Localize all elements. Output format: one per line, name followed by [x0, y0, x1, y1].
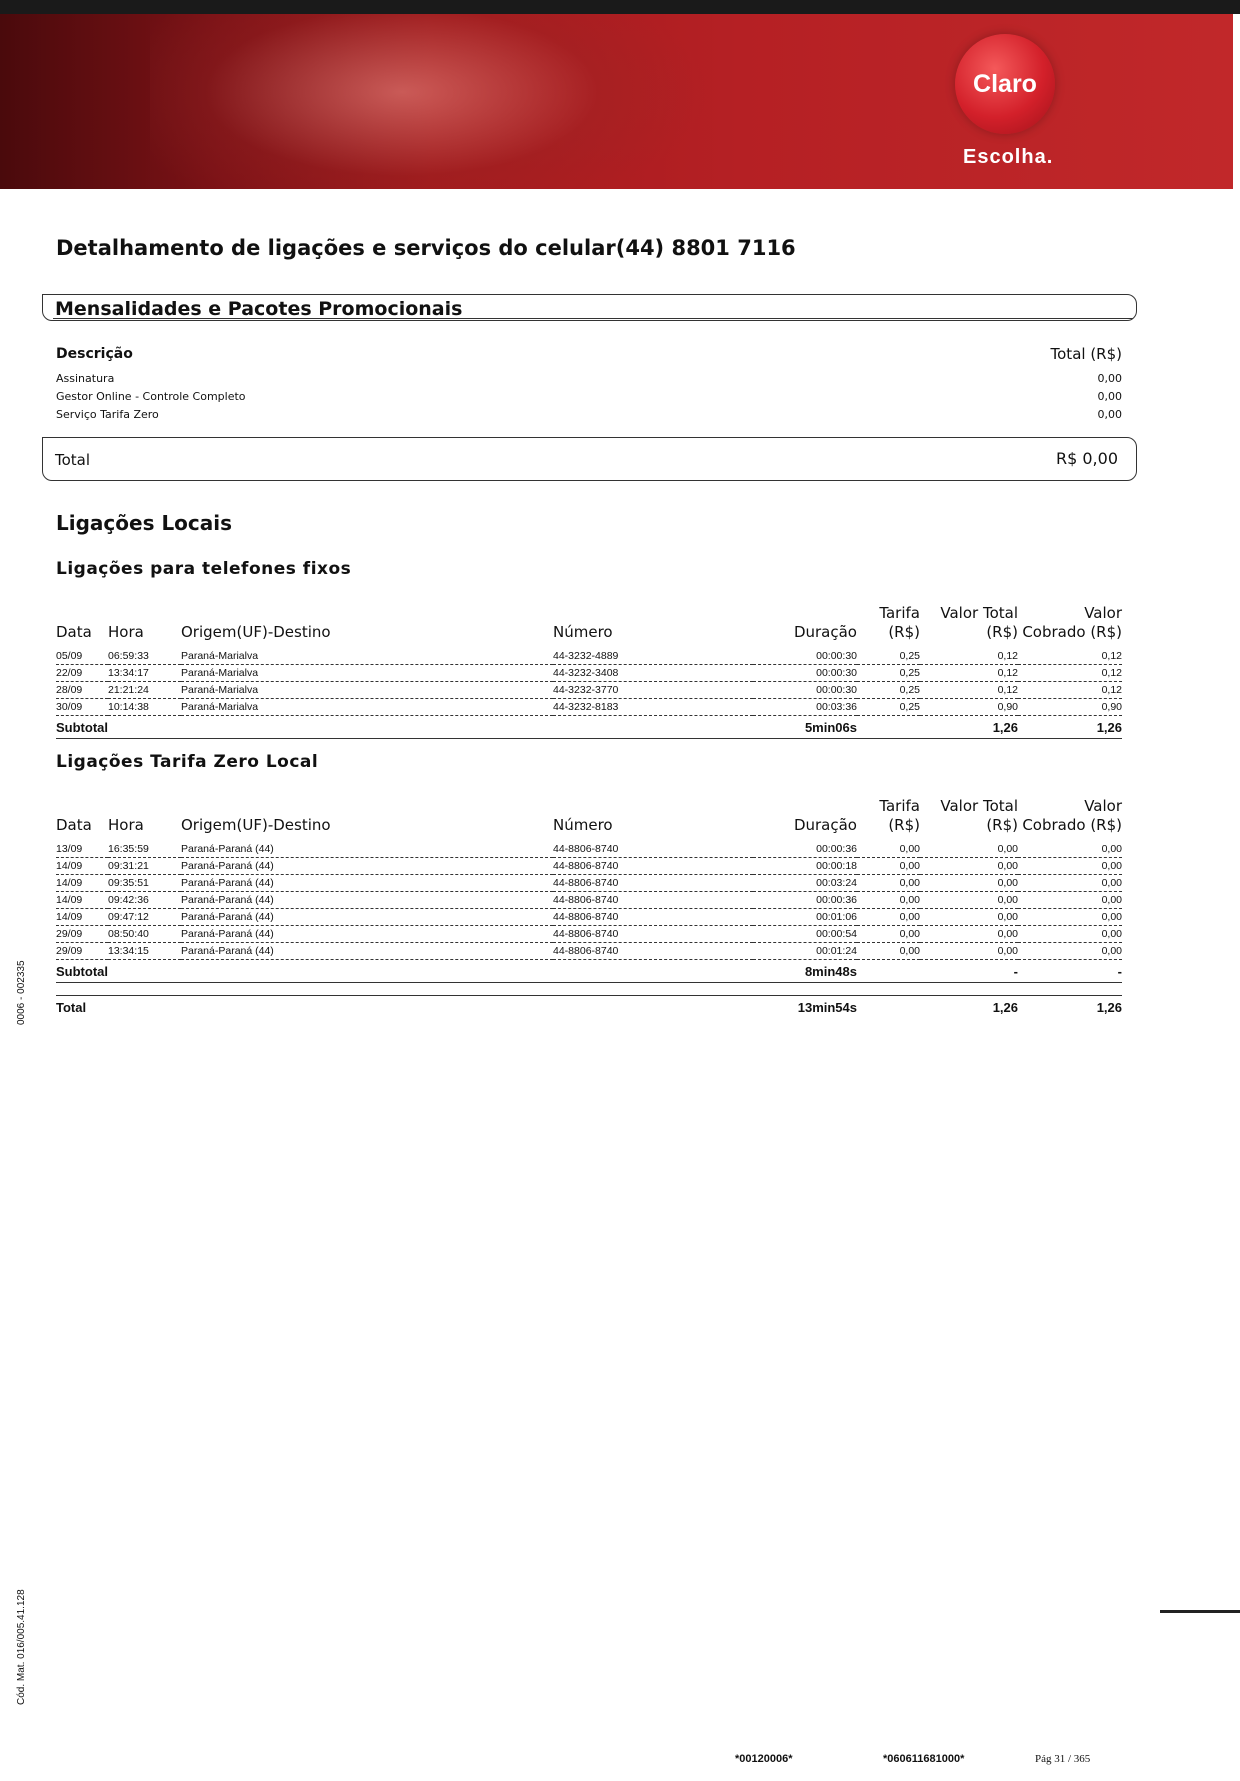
- cell-time: 10:14:38: [108, 699, 181, 716]
- cell-charged: 0,12: [1018, 665, 1122, 682]
- cell-date: 22/09: [56, 665, 108, 682]
- cell-number: 44-3232-3408: [553, 665, 753, 682]
- service-desc: Assinatura: [56, 372, 115, 385]
- subtotal-charged: 1,26: [1018, 716, 1122, 739]
- cell-date: 28/09: [56, 682, 108, 699]
- footer-barcode-2: *060611681000*: [883, 1753, 965, 1765]
- subtotal-total: 1,26: [920, 716, 1018, 739]
- table-row: [56, 943, 1122, 960]
- col-header: Número: [553, 623, 613, 641]
- cell-date: 29/09: [56, 943, 108, 960]
- cell-number: 44-8806-8740: [553, 926, 753, 943]
- packages-total-label: Total: [55, 451, 91, 469]
- subtotal-label: Subtotal: [56, 960, 753, 983]
- table-row: [56, 892, 1122, 909]
- cell-route: Paraná-Marialva: [181, 665, 553, 682]
- header-banner: [0, 14, 1233, 189]
- subtotal-label: Subtotal: [56, 716, 753, 739]
- cell-time: 09:31:21: [108, 858, 181, 875]
- cell-date: 14/09: [56, 858, 108, 875]
- cell-rate: 0,00: [857, 943, 920, 960]
- services-list: [56, 372, 1122, 426]
- cell-number: 44-8806-8740: [553, 892, 753, 909]
- cell-route: Paraná-Marialva: [181, 682, 553, 699]
- service-row: [56, 372, 1122, 390]
- col-header: Valor Total (R$): [940, 797, 1018, 834]
- cell-number: 44-3232-4889: [553, 648, 753, 665]
- cell-duration: 00:00:36: [753, 892, 857, 909]
- service-row: [56, 390, 1122, 408]
- col-header: Hora: [108, 623, 144, 641]
- grand-total-label: Total: [56, 1000, 87, 1015]
- col-header: Tarifa (R$): [879, 604, 920, 641]
- cell-number: 44-8806-8740: [553, 909, 753, 926]
- banner-photo: [150, 14, 710, 189]
- grand-total-value: 1,26: [992, 1000, 1018, 1015]
- subtotal-total: -: [920, 960, 1018, 983]
- table-row: [56, 682, 1122, 699]
- table-header-row: [56, 604, 1122, 648]
- cell-charged: 0,00: [1018, 943, 1122, 960]
- footer-barcode-1: *00120006*: [735, 1753, 793, 1765]
- tarifa-zero-heading: Ligações Tarifa Zero Local: [56, 752, 319, 772]
- cell-date: 13/09: [56, 841, 108, 858]
- description-header: Descrição: [56, 346, 133, 362]
- cell-total: 0,00: [920, 858, 1018, 875]
- cell-total: 0,00: [920, 909, 1018, 926]
- cell-charged: 0,00: [1018, 909, 1122, 926]
- tarifa-zero-calls-table: [56, 797, 1122, 983]
- table-header-row: [56, 797, 1122, 841]
- cell-route: Paraná-Marialva: [181, 648, 553, 665]
- service-value: 0,00: [1097, 390, 1122, 403]
- side-code-top: 0006 - 002335: [16, 960, 27, 1025]
- subtotal-row: [56, 960, 1122, 983]
- cell-charged: 0,00: [1018, 858, 1122, 875]
- col-header: Data: [56, 623, 92, 641]
- table-row: [56, 875, 1122, 892]
- col-header: Hora: [108, 816, 144, 834]
- col-header: Duração: [793, 623, 857, 641]
- cell-total: 0,12: [920, 648, 1018, 665]
- col-header: Origem(UF)-Destino: [181, 816, 331, 834]
- subtotal-duration: 8min48s: [753, 960, 857, 983]
- packages-total-box: [42, 437, 1137, 481]
- service-desc: Gestor Online - Controle Completo: [56, 390, 246, 403]
- cell-duration: 00:00:30: [753, 648, 857, 665]
- col-header: Duração: [793, 816, 857, 834]
- cell-rate: 0,00: [857, 858, 920, 875]
- cell-total: 0,00: [920, 926, 1018, 943]
- cell-duration: 00:03:36: [753, 699, 857, 716]
- top-bar: [0, 0, 1240, 14]
- cell-number: 44-8806-8740: [553, 841, 753, 858]
- cell-route: Paraná-Paraná (44): [181, 926, 553, 943]
- cell-total: 0,00: [920, 943, 1018, 960]
- table-row: [56, 699, 1122, 716]
- cell-rate: 0,00: [857, 875, 920, 892]
- col-header: Valor Cobrado (R$): [1022, 797, 1122, 834]
- cell-time: 06:59:33: [108, 648, 181, 665]
- cell-date: 05/09: [56, 648, 108, 665]
- cell-number: 44-3232-3770: [553, 682, 753, 699]
- cell-date: 30/09: [56, 699, 108, 716]
- cell-total: 0,90: [920, 699, 1018, 716]
- table-row: [56, 665, 1122, 682]
- cell-rate: 0,25: [857, 699, 920, 716]
- packages-total-value: R$ 0,00: [1055, 449, 1118, 468]
- cell-charged: 0,12: [1018, 682, 1122, 699]
- cell-time: 09:42:36: [108, 892, 181, 909]
- packages-section-header: [42, 294, 1137, 321]
- cell-date: 14/09: [56, 875, 108, 892]
- margin-mark: [1160, 1610, 1240, 1613]
- cell-route: Paraná-Paraná (44): [181, 875, 553, 892]
- subtotal-row: [56, 716, 1122, 739]
- service-value: 0,00: [1097, 408, 1122, 421]
- col-header: Valor Total (R$): [940, 604, 1018, 641]
- cell-time: 16:35:59: [108, 841, 181, 858]
- cell-duration: 00:00:30: [753, 665, 857, 682]
- cell-number: 44-8806-8740: [553, 943, 753, 960]
- cell-charged: 0,00: [1018, 892, 1122, 909]
- service-value: 0,00: [1097, 372, 1122, 385]
- total-header: Total (R$): [1050, 345, 1122, 363]
- table-row: [56, 648, 1122, 665]
- col-header: Data: [56, 816, 92, 834]
- landline-calls-table: [56, 604, 1122, 739]
- table-row: [56, 858, 1122, 875]
- cell-duration: 00:00:18: [753, 858, 857, 875]
- cell-number: 44-8806-8740: [553, 858, 753, 875]
- cell-duration: 00:01:06: [753, 909, 857, 926]
- cell-route: Paraná-Paraná (44): [181, 841, 553, 858]
- cell-date: 14/09: [56, 892, 108, 909]
- col-header: Tarifa (R$): [879, 797, 920, 834]
- local-calls-heading: Ligações Locais: [56, 511, 233, 535]
- cell-charged: 0,12: [1018, 648, 1122, 665]
- tagline: Escolha.: [963, 146, 1054, 168]
- cell-time: 09:47:12: [108, 909, 181, 926]
- cell-time: 21:21:24: [108, 682, 181, 699]
- packages-underline: [53, 318, 1133, 319]
- col-header: Valor Cobrado (R$): [1022, 604, 1122, 641]
- cell-charged: 0,00: [1018, 875, 1122, 892]
- side-code-bottom: Cód. Mat. 016/005.41.128: [16, 1589, 27, 1705]
- cell-route: Paraná-Paraná (44): [181, 858, 553, 875]
- col-header: Número: [553, 816, 613, 834]
- cell-charged: 0,00: [1018, 926, 1122, 943]
- subtotal-duration: 5min06s: [753, 716, 857, 739]
- cell-number: 44-8806-8740: [553, 875, 753, 892]
- table-row: [56, 909, 1122, 926]
- grand-total-row: [56, 995, 1122, 1015]
- cell-rate: 0,00: [857, 909, 920, 926]
- landline-calls-heading: Ligações para telefones fixos: [56, 559, 352, 579]
- cell-time: 09:35:51: [108, 875, 181, 892]
- cell-total: 0,00: [920, 875, 1018, 892]
- logo-text: Claro: [973, 69, 1037, 98]
- cell-duration: 00:00:54: [753, 926, 857, 943]
- claro-logo: [955, 34, 1055, 134]
- cell-date: 14/09: [56, 909, 108, 926]
- cell-total: 0,12: [920, 682, 1018, 699]
- cell-total: 0,00: [920, 892, 1018, 909]
- cell-total: 0,12: [920, 665, 1018, 682]
- subtotal-charged: -: [1018, 960, 1122, 983]
- service-row: [56, 408, 1122, 426]
- table-row: [56, 841, 1122, 858]
- grand-total-charged: 1,26: [1096, 1000, 1122, 1015]
- cell-route: Paraná-Paraná (44): [181, 909, 553, 926]
- cell-rate: 0,25: [857, 682, 920, 699]
- cell-rate: 0,00: [857, 892, 920, 909]
- cell-charged: 0,90: [1018, 699, 1122, 716]
- grand-total-duration: 13min54s: [797, 1000, 857, 1015]
- footer-page-number: Pág 31 / 365: [1035, 1753, 1091, 1765]
- table-row: [56, 926, 1122, 943]
- cell-duration: 00:03:24: [753, 875, 857, 892]
- cell-time: 08:50:40: [108, 926, 181, 943]
- cell-rate: 0,00: [857, 926, 920, 943]
- service-desc: Serviço Tarifa Zero: [56, 408, 159, 421]
- cell-time: 13:34:17: [108, 665, 181, 682]
- cell-route: Paraná-Marialva: [181, 699, 553, 716]
- col-header: Origem(UF)-Destino: [181, 623, 331, 641]
- cell-date: 29/09: [56, 926, 108, 943]
- cell-route: Paraná-Paraná (44): [181, 892, 553, 909]
- cell-total: 0,00: [920, 841, 1018, 858]
- cell-rate: 0,25: [857, 648, 920, 665]
- cell-duration: 00:00:36: [753, 841, 857, 858]
- cell-duration: 00:01:24: [753, 943, 857, 960]
- cell-time: 13:34:15: [108, 943, 181, 960]
- page-title: Detalhamento de ligações e serviços do celular(44) 8801 7116: [56, 236, 796, 260]
- packages-section-label: Mensalidades e Pacotes Promocionais: [55, 298, 463, 320]
- cell-route: Paraná-Paraná (44): [181, 943, 553, 960]
- cell-duration: 00:00:30: [753, 682, 857, 699]
- cell-charged: 0,00: [1018, 841, 1122, 858]
- cell-number: 44-3232-8183: [553, 699, 753, 716]
- cell-rate: 0,25: [857, 665, 920, 682]
- cell-rate: 0,00: [857, 841, 920, 858]
